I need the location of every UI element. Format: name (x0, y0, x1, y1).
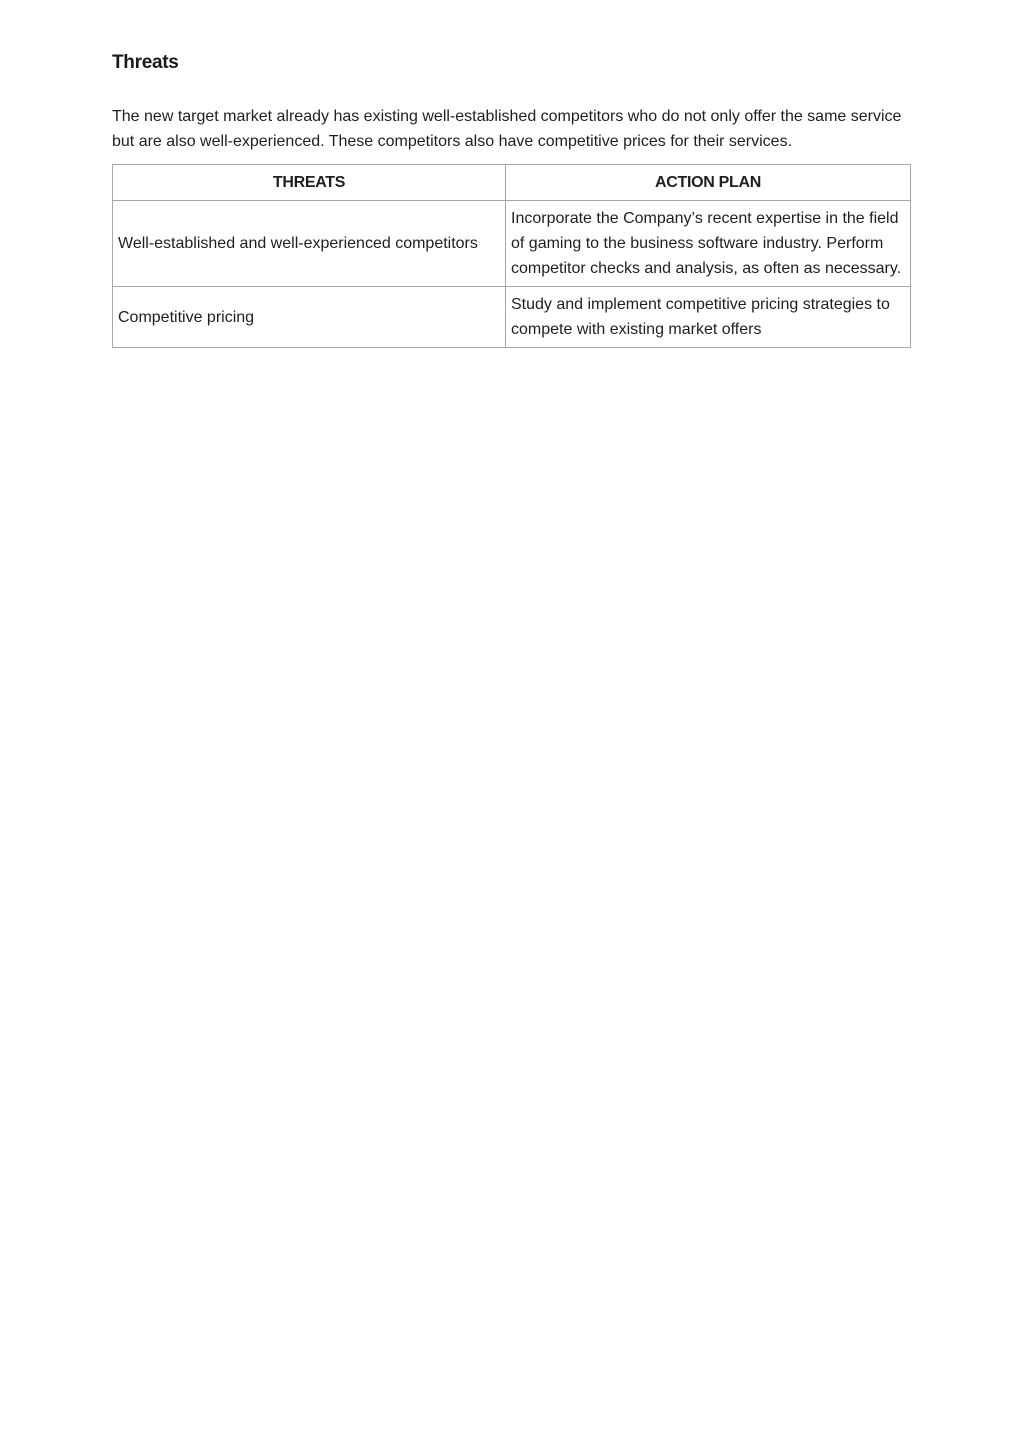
threats-table (112, 164, 911, 348)
intro-paragraph: The new target market already has existing well-established competitors who do not only offer the same service but are also well-experienced. These competitors also have competitive prices for their services. (112, 108, 902, 150)
table-header-row (113, 165, 911, 201)
table-row (113, 287, 911, 348)
action-cell: Incorporate the Company’s recent expertise in the field of gaming to the business software industry. Perform competitor checks and analysis, as often as necessary. (506, 201, 911, 287)
header-threats: THREATS (113, 165, 506, 201)
threat-cell: Competitive pricing (113, 287, 506, 348)
section-title: Threats (112, 52, 179, 73)
action-cell: Study and implement competitive pricing strategies to compete with existing market offers (506, 287, 911, 348)
threat-cell: Well-established and well-experienced competitors (113, 201, 506, 287)
header-action-plan: ACTION PLAN (506, 165, 911, 201)
table-row (113, 201, 911, 287)
